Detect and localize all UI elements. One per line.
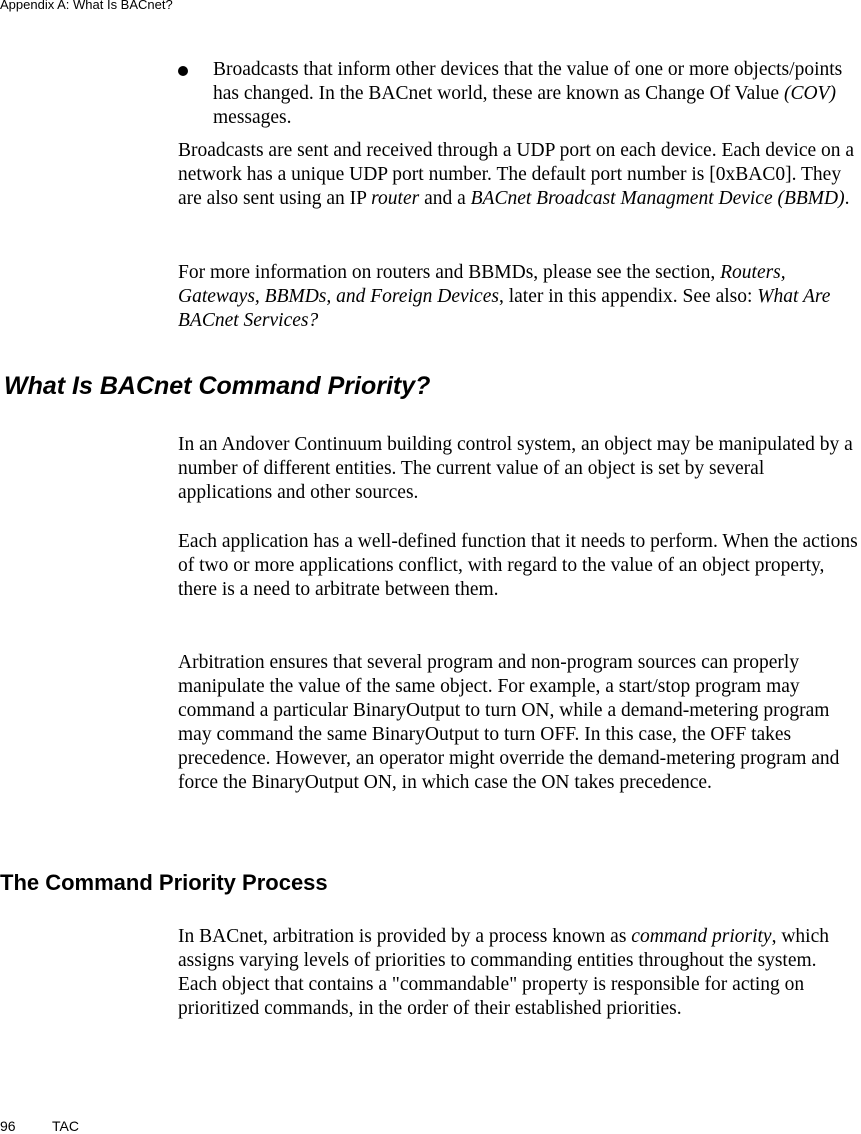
paragraph-more-info: For more information on routers and BBMDs, please see the section, Routers, Gateways, BBMDs, and Foreign Devices, later in this appendix. See also: What Are BACnet Services? [178, 262, 831, 331]
paragraph-continuum: In an Andover Continuum building control system, an object may be manipulated by a number of different entities. The current value of an object is set by several applications and other sources. [178, 434, 853, 503]
page-number: 96 [0, 1118, 16, 1134]
footer-label: TAC [52, 1118, 79, 1134]
paragraph-application: Each application has a well-defined function that it needs to perform. When the actions of two or more applications conflict, with regard to the value of an object property, there is a need to arbitrate between them. [178, 531, 858, 600]
bullet-dot-icon [178, 66, 188, 76]
running-header: Appendix A: What Is BACnet? [0, 0, 173, 12]
subsection-heading-command-priority-process: The Command Priority Process [0, 870, 328, 895]
paragraph-broadcasts: Broadcasts are sent and received through a UDP port on each device. Each device on a network has a unique UDP port number. The default port number is [0xBAC0]. They are also sent using an IP router and a BACnet Broadcast Managment Device (BBMD). [178, 140, 855, 209]
bullet-text: Broadcasts that inform other devices that the value of one or more objects/points has changed. In the BACnet world, these are known as Change Of Value (COV) messages. [213, 59, 843, 128]
section-heading-command-priority: What Is BACnet Command Priority? [4, 372, 431, 400]
paragraph-bacnet-arbitration: In BACnet, arbitration is provided by a process known as command priority, which assigns varying levels of priorities to commanding entities throughout the system. Each object that contains a "commandable" property is responsible for acting on prioritized commands, in the order of their established priorities. [178, 926, 829, 1019]
paragraph-arbitration: Arbitration ensures that several program and non-program sources can properly manipulate the value of the same object. For example, a start/stop program may command a particular BinaryOutput to turn ON, while a demand-metering program may command the same BinaryOutput to turn OFF. In this case, the OFF takes precedence. However, an operator might override the demand-metering program and force the BinaryOutput ON, in which case the ON takes precedence. [178, 652, 840, 793]
